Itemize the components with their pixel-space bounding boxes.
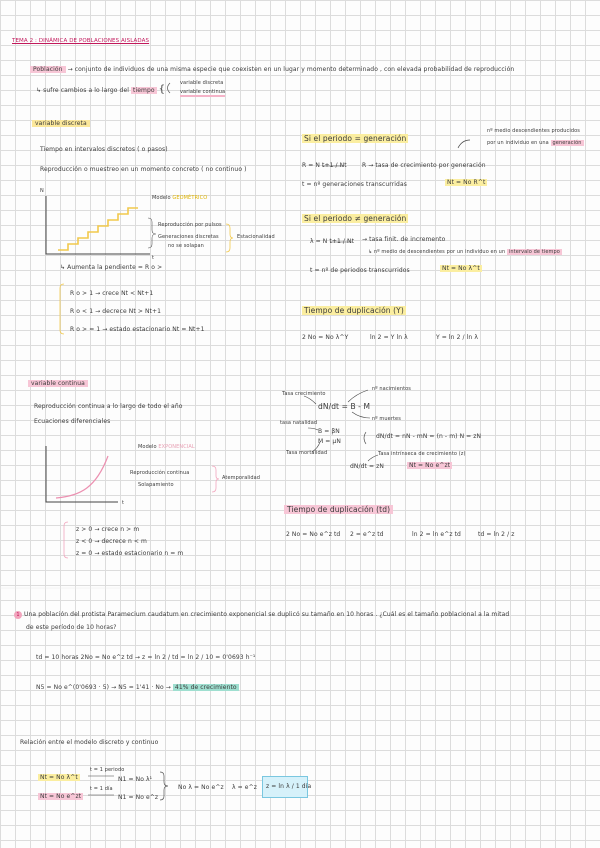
arrow-tasa-intr [368,455,378,461]
relacion-combo-1: No λ = No e^z [178,784,224,791]
discreta-cases-bracket [60,284,64,334]
periodo-note-1: nº medio descendientes producidos [487,128,580,134]
relacion-brace [160,772,168,800]
var-continua-tag: variable continua [180,89,226,95]
eq-lambda: λ = N t+1 / Nt [310,238,355,245]
pendiente: ↳ Aumenta la pendiente = R o > [60,264,163,271]
eq-nt-text: Nt = No R^t [447,179,486,186]
bm-brace [364,432,366,444]
var-brace [168,83,171,93]
estacionalidad: Estacionalidad [237,234,275,240]
ejemplo-linea-2b: 41% de crecimiento [174,684,237,691]
pulsos-2: Generaciones discretas [158,234,219,240]
periodo-header-2-text: Si el periodo ≠ generación [304,214,407,223]
dndt-eq: dN/dt = B - M [318,402,371,411]
cambios-text: ↳ sufre cambios a lo largo del [36,87,129,94]
continua-header: variable continua [28,380,88,387]
modelo-name: GEOMÉTRICO [172,195,208,201]
dup-eq-1: 2 No = No λ^Y [302,334,349,341]
atemporalidad: Atemporalidad [222,475,261,481]
continua-axis-t: t [122,500,125,506]
tasa-crec: Tasa crecimiento [282,391,326,397]
continua-case-3: z = 0 → estado estacionario n = m [76,550,184,557]
discreta-step-line [58,208,138,250]
muertes-m: nº muertes [372,416,401,422]
continua-axes [46,446,118,502]
natalidad-n: nº nacimientos [372,386,412,392]
continua-exp-curve [56,456,108,498]
atemp-bracket [212,466,219,492]
repro-continua-1: Reproducción continua [130,470,190,476]
continua-reproduccion: Reproducción continua a lo largo de todo el año [34,403,183,410]
td-eq-2: 2 = e^z td [350,531,384,538]
arrow-natalidad [348,390,368,402]
pulsos-1: Reproducción por pulsos [158,222,222,228]
note-arrow [458,140,470,148]
tasa-nat: tasa natalidad [280,420,318,426]
eq-t: t = nº generaciones transcurridas [302,181,407,188]
ejemplo-number: 1 [14,611,22,619]
lambda-desc-2-text: ↳ nº medio de descendientes por un individuo en un [368,249,506,255]
ejemplo-enunciado-2: de este período de 10 horas? [26,624,117,631]
eq-r: R = N t+1 / Nt [302,162,347,169]
var-discreta-tag: variable discreta [180,80,224,86]
relacion-eq-2-text: Nt = No e^zt [40,793,82,800]
ejemplo-text-1: Una población del protista Paramecium caudatum en crecimiento exponencial se duplicó su tamaño en 10 horas . ¿Cuál es el tamaño poblacional a la mitad [24,611,510,618]
discreta-case-1: R o > 1 → crece Nt < Nt+1 [70,290,154,297]
arrow-tasa-nat [308,428,318,430]
arrow-tasa-crec [304,396,316,404]
relacion-eq-1-text: Nt = No λ^t [40,774,78,781]
dn-expanded: dN/dt = nN - mN = (n - m) N = zN [376,433,482,440]
axis-n-label: N [40,188,44,194]
tiempo-intervalos: Tiempo en intervalos discretos ( o pasos) [40,146,168,153]
continua-ecuaciones: Ecuaciones diferenciales [34,418,111,425]
nt-cont-text: Nt = No e^zt [409,462,451,469]
lambda-desc-1: → tasa finit. de incremento [362,236,446,243]
eq-t2: t = nº de periodos transcurridos [310,267,410,274]
td-eq-1: 2 No = No e^z td [286,531,341,538]
relacion-res-1: N1 = No λ¹ [118,776,153,783]
continua-case-2: z < 0 → decrece n < m [76,538,147,545]
relacion-final: z = ln λ / 1 día [266,783,312,790]
cambios-line: ↳ sufre cambios a lo largo del tiempo { [36,84,166,95]
repro-continua-2: Solapamiento [138,482,174,488]
arrow-tasa-mort [312,442,320,452]
pulsos-3: no se solapan [168,243,204,249]
relacion-res-2: N1 = No e^z [118,794,159,801]
dup-header-text: Tiempo de duplicación (Y) [304,306,404,315]
estacionalidad-bracket [226,224,233,252]
continua-case-1: z > 0 → crece n > m [76,526,140,533]
td-eq-4: td = ln 2 / z [478,531,515,538]
eq-r-desc: R → tasa de crecimiento por generación [362,162,486,169]
td-header-text: Tiempo de duplicación (td) [284,505,393,514]
relacion-arrow-1: t = 1 periodo [90,767,125,773]
discreta-case-2: R o < 1 → decrece Nt > Nt+1 [70,308,162,315]
tasa-intr: Tasa intrínseca de crecimiento (z) [378,451,466,457]
mn-eq: M = μN [318,438,341,445]
eq-nt2-text: Nt = No λ^t [442,265,480,272]
bn-eq: B = βN [318,428,340,435]
dup-eq-3: Y = ln 2 / ln λ [436,334,478,341]
modelo-label: Modelo [152,195,171,201]
ejemplo-linea-2a: N5 = No e^(0'0693 · 5) → N5 = 1'41 · No → [36,684,171,691]
arrow-muertes [352,412,370,418]
ejemplo-linea-1: td = 10 horas 2No = No e^z td → z = ln 2 / td = ln 2 / 10 = 0'0693 h⁻¹ [36,654,256,661]
periodo-header-1-text: Si el periodo = generación [304,134,407,143]
reproduccion-concreto: Reproducción o muestreo en un momento concreto ( no continuo ) [40,166,247,173]
discreta-axes [46,196,150,254]
discreta-header: variable discreta [32,120,90,127]
poblacion-text: → conjunto de individuos de una misma especie que coexisten en un lugar y momento determinado , con elevada probabilidad de reproducción [67,66,515,73]
lambda-desc-2-hl: intervalo de tiempo [508,249,560,255]
pulsos-bracket [148,218,156,248]
td-eq-3: ln 2 = ln e^z td [412,531,461,538]
dup-eq-2: ln 2 = Y ln λ [370,334,408,341]
tasa-mort: Tasa mortalidad [286,450,328,456]
discreta-case-3: R o > = 1 → estado estacionario Nt = Nt+1 [70,326,205,333]
poblacion-term: Población [30,66,66,73]
page-title: TEMA 2 : DINÁMICA DE POBLACIONES AISLADAS [12,38,150,44]
axis-t-label: t [152,255,155,261]
periodo-note-2-hl: generación [552,140,582,146]
dndt-z: dN/dt = zN [350,463,384,470]
relacion-header: Relación entre el modelo discreto y continuo [20,739,159,746]
periodo-note-2-text: por un individuo en una [487,140,549,146]
relacion-arrow-2: t = 1 día [90,786,113,792]
continua-cases-bracket [64,522,68,558]
tiempo-word: tiempo [133,87,155,94]
modelo-exp-name: EXPONENCIAL [158,444,195,450]
relacion-combo-2: λ = e^z [232,784,257,791]
modelo-exp-label: Modelo [138,444,157,450]
